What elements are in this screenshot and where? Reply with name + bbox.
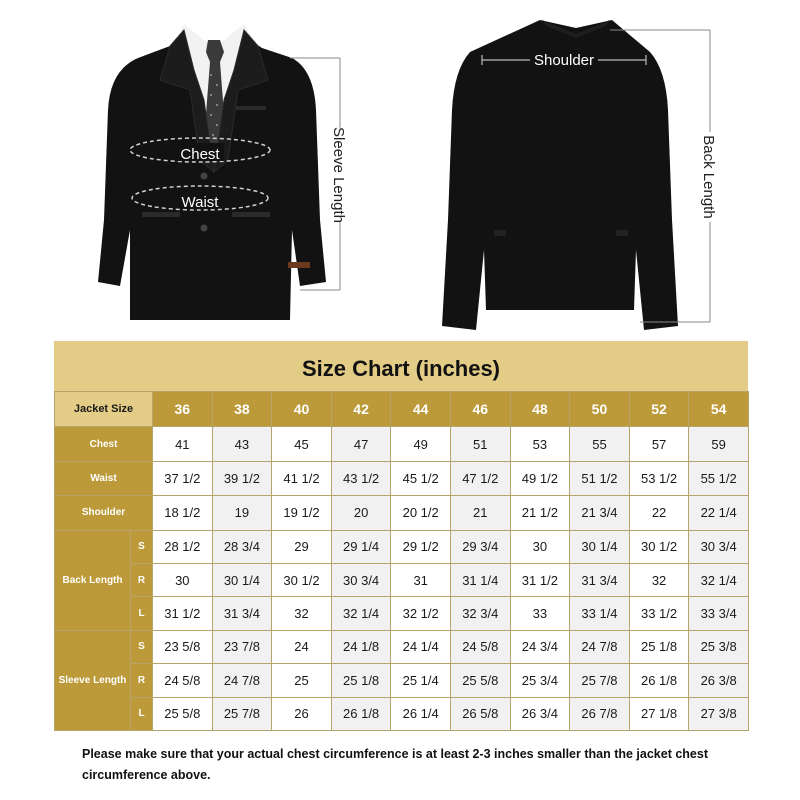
table-cell: 30 1/2 [272, 563, 332, 596]
table-cell: 24 3/4 [510, 630, 570, 663]
table-cell: 24 [272, 630, 332, 663]
table-cell: 29 3/4 [450, 530, 510, 563]
jacket-size-header: Jacket Size [55, 392, 153, 427]
waist-label: Waist [181, 194, 219, 211]
size-header-cell: 44 [391, 392, 451, 427]
table-cell: 24 7/8 [570, 630, 630, 663]
table-cell: 30 1/2 [629, 530, 689, 563]
table-cell: 30 [153, 563, 213, 596]
table-cell: 29 1/4 [331, 530, 391, 563]
table-header-row [55, 392, 749, 427]
table-cell: 31 3/4 [570, 563, 630, 596]
table-cell: 28 1/2 [153, 530, 213, 563]
fit-code: S [131, 630, 153, 663]
table-cell: 45 1/2 [391, 461, 451, 495]
size-header-cell: 46 [450, 392, 510, 427]
table-cell: 30 3/4 [689, 530, 749, 563]
table-cell: 31 3/4 [212, 597, 272, 630]
fit-note: Please make sure that your actual chest circumference is at least 2-3 inches smaller than the jacket chest circumference above. [82, 747, 708, 782]
table-cell: 25 7/8 [212, 697, 272, 730]
table-row [55, 664, 749, 697]
table-cell: 27 3/8 [689, 697, 749, 730]
table-cell: 32 [629, 563, 689, 596]
table-cell: 30 [510, 530, 570, 563]
table-cell: 25 5/8 [450, 664, 510, 697]
table-row [55, 427, 749, 461]
table-cell: 30 1/4 [570, 530, 630, 563]
table-cell: 32 [272, 597, 332, 630]
front-jacket-illustration [98, 24, 326, 320]
size-header-cell: 38 [212, 392, 272, 427]
table-cell: 32 1/4 [331, 597, 391, 630]
size-header-cell: 54 [689, 392, 749, 427]
table-row [55, 496, 749, 530]
table-cell: 47 [331, 427, 391, 461]
table-cell: 21 3/4 [570, 496, 630, 530]
table-cell: 31 1/2 [510, 563, 570, 596]
sleeve-length-label: Sleeve Length [330, 127, 347, 223]
table-cell: 32 1/2 [391, 597, 451, 630]
measurement-diagram [0, 0, 800, 330]
table-cell: 20 1/2 [391, 496, 451, 530]
row-label: Chest [55, 427, 153, 461]
table-cell: 32 1/4 [689, 563, 749, 596]
table-cell: 21 [450, 496, 510, 530]
row-label: Shoulder [55, 496, 153, 530]
table-cell: 25 7/8 [570, 664, 630, 697]
table-row [55, 630, 749, 663]
table-cell: 25 3/4 [510, 664, 570, 697]
jacket-illustrations [0, 0, 800, 330]
table-cell: 19 [212, 496, 272, 530]
table-cell: 25 3/8 [689, 630, 749, 663]
table-cell: 32 3/4 [450, 597, 510, 630]
table-cell: 18 1/2 [153, 496, 213, 530]
row-label: Waist [55, 461, 153, 495]
table-cell: 30 3/4 [331, 563, 391, 596]
table-cell: 21 1/2 [510, 496, 570, 530]
table-row [55, 530, 749, 563]
table-cell: 26 3/8 [689, 664, 749, 697]
fit-code: L [131, 697, 153, 730]
fit-code: L [131, 597, 153, 630]
table-cell: 53 [510, 427, 570, 461]
table-cell: 51 [450, 427, 510, 461]
table-cell: 24 1/8 [331, 630, 391, 663]
table-cell: 33 [510, 597, 570, 630]
table-cell: 24 7/8 [212, 664, 272, 697]
size-chart [54, 341, 748, 731]
table-cell: 20 [331, 496, 391, 530]
table-cell: 23 5/8 [153, 630, 213, 663]
size-table [54, 391, 749, 731]
table-cell: 24 5/8 [450, 630, 510, 663]
size-header-cell: 42 [331, 392, 391, 427]
table-cell: 25 1/4 [391, 664, 451, 697]
table-cell: 24 1/4 [391, 630, 451, 663]
size-header-cell: 36 [153, 392, 213, 427]
table-cell: 25 5/8 [153, 697, 213, 730]
table-cell: 43 1/2 [331, 461, 391, 495]
table-cell: 39 1/2 [212, 461, 272, 495]
size-header-cell: 40 [272, 392, 332, 427]
table-cell: 26 1/8 [629, 664, 689, 697]
table-cell: 26 [272, 697, 332, 730]
table-cell: 33 1/4 [570, 597, 630, 630]
table-cell: 22 1/4 [689, 496, 749, 530]
table-cell: 27 1/8 [629, 697, 689, 730]
table-cell: 25 1/8 [331, 664, 391, 697]
table-cell: 37 1/2 [153, 461, 213, 495]
table-cell: 24 5/8 [153, 664, 213, 697]
table-cell: 47 1/2 [450, 461, 510, 495]
chest-label: Chest [180, 146, 220, 163]
table-cell: 53 1/2 [629, 461, 689, 495]
table-cell: 25 [272, 664, 332, 697]
table-cell: 26 5/8 [450, 697, 510, 730]
table-cell: 26 7/8 [570, 697, 630, 730]
table-cell: 26 1/8 [331, 697, 391, 730]
size-header-cell: 48 [510, 392, 570, 427]
table-row [55, 563, 749, 596]
table-cell: 31 1/2 [153, 597, 213, 630]
table-cell: 22 [629, 496, 689, 530]
table-cell: 57 [629, 427, 689, 461]
size-chart-title: Size Chart (inches) [301, 356, 501, 381]
table-cell: 26 3/4 [510, 697, 570, 730]
table-cell: 59 [689, 427, 749, 461]
table-cell: 51 1/2 [570, 461, 630, 495]
back-length-label: Back Length [700, 135, 717, 219]
fit-code: R [131, 563, 153, 596]
table-cell: 41 [153, 427, 213, 461]
size-header-cell: 50 [570, 392, 630, 427]
table-cell: 30 1/4 [212, 563, 272, 596]
shoulder-label: Shoulder [533, 52, 595, 69]
table-cell: 25 1/8 [629, 630, 689, 663]
fit-code: R [131, 664, 153, 697]
table-cell: 41 1/2 [272, 461, 332, 495]
table-cell: 31 1/4 [450, 563, 510, 596]
table-cell: 33 1/2 [629, 597, 689, 630]
table-row [55, 697, 749, 730]
table-cell: 29 [272, 530, 332, 563]
table-cell: 49 [391, 427, 451, 461]
table-cell: 45 [272, 427, 332, 461]
fit-code: S [131, 530, 153, 563]
table-row [55, 461, 749, 495]
table-cell: 28 3/4 [212, 530, 272, 563]
table-cell: 19 1/2 [272, 496, 332, 530]
table-cell: 43 [212, 427, 272, 461]
table-cell: 26 1/4 [391, 697, 451, 730]
table-cell: 23 7/8 [212, 630, 272, 663]
table-cell: 55 [570, 427, 630, 461]
table-cell: 55 1/2 [689, 461, 749, 495]
group-label: Sleeve Length [55, 630, 131, 730]
table-cell: 29 1/2 [391, 530, 451, 563]
group-label: Back Length [55, 530, 131, 630]
size-header-cell: 52 [629, 392, 689, 427]
table-cell: 33 3/4 [689, 597, 749, 630]
table-cell: 49 1/2 [510, 461, 570, 495]
table-cell: 31 [391, 563, 451, 596]
table-row [55, 597, 749, 630]
